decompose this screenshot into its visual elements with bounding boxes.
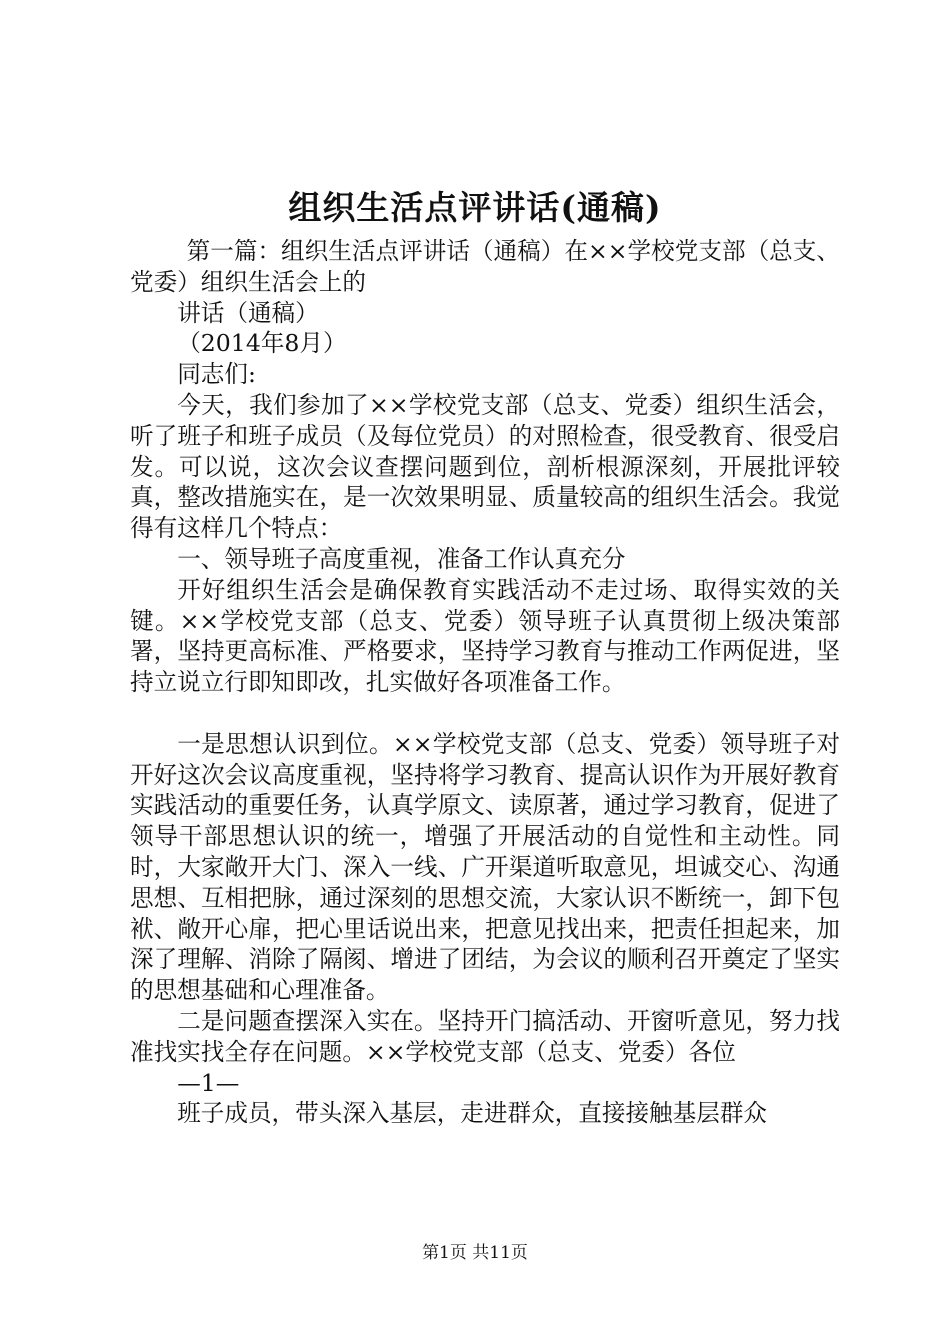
paragraph-date: （2014年8月） <box>177 329 347 358</box>
paragraph-salutation: 同志们: <box>177 360 256 389</box>
section-heading-1: 一、领导班子高度重视，准备工作认真充分 <box>177 544 626 573</box>
inline-page-number: —1— <box>177 1068 240 1097</box>
page-footer: 第1页 共11页 <box>422 1243 528 1263</box>
paragraph-gap <box>130 698 840 729</box>
paragraph-point-2: 二是问题查摆深入实在。坚持开门搞活动、开窗听意见，努力找准找实找全存在问题。××学校党支部（总支、党委）各位 <box>130 1006 840 1066</box>
paragraph-preparation: 开好组织生活会是确保教育实践活动不走过场、取得实效的关键。××学校党支部（总支、党委）领导班子认真贯彻上级决策部署，坚持更高标准、严格要求，坚持学习教育与推动工作两促进，坚持立说立行即知即改，扎实做好各项准备工作。 <box>130 575 840 697</box>
document-body <box>130 236 840 1129</box>
paragraph-opening: 今天，我们参加了××学校党支部（总支、党委）组织生活会，听了班子和班子成员（及每位党员）的对照检查，很受教育、很受启发。可以说，这次会议查摆问题到位，剖析根源深刻，开展批评较真，整改措施实在，是一次效果明显、质量较高的组织生活会。我觉得有这样几个特点： <box>130 390 840 543</box>
paragraph-point-1: 一是思想认识到位。××学校党支部（总支、党委）领导班子对开好这次会议高度重视，坚持将学习教育、提高认识作为开展好教育实践活动的重要任务，认真学原文、读原著，通过学习教育，促进了领导干部思想认识的统一，增强了开展活动的自觉性和主动性。同时，大家敞开大门、深入一线、广开渠道听取意见，坦诚交心、沟通思想、互相把脉，通过深刻的思想交流，大家认识不断统一，卸下包袱、敞开心扉，把心里话说出来，把意见找出来，把责任担起来，加深了理解、消除了隔阂、增进了团结，为会议的顺利召开奠定了坚实的思想基础和心理准备。 <box>130 729 840 1005</box>
paragraph-speech-label: 讲话（通稿） <box>177 298 319 327</box>
paragraph-intro: 第一篇：组织生活点评讲话（通稿）在××学校党支部（总支、党委）组织生活会上的 <box>130 237 840 296</box>
document-title: 组织生活点评讲话(通稿) <box>288 188 662 227</box>
paragraph-continuation: 班子成员，带头深入基层，走进群众，直接接触基层群众 <box>177 1099 768 1128</box>
